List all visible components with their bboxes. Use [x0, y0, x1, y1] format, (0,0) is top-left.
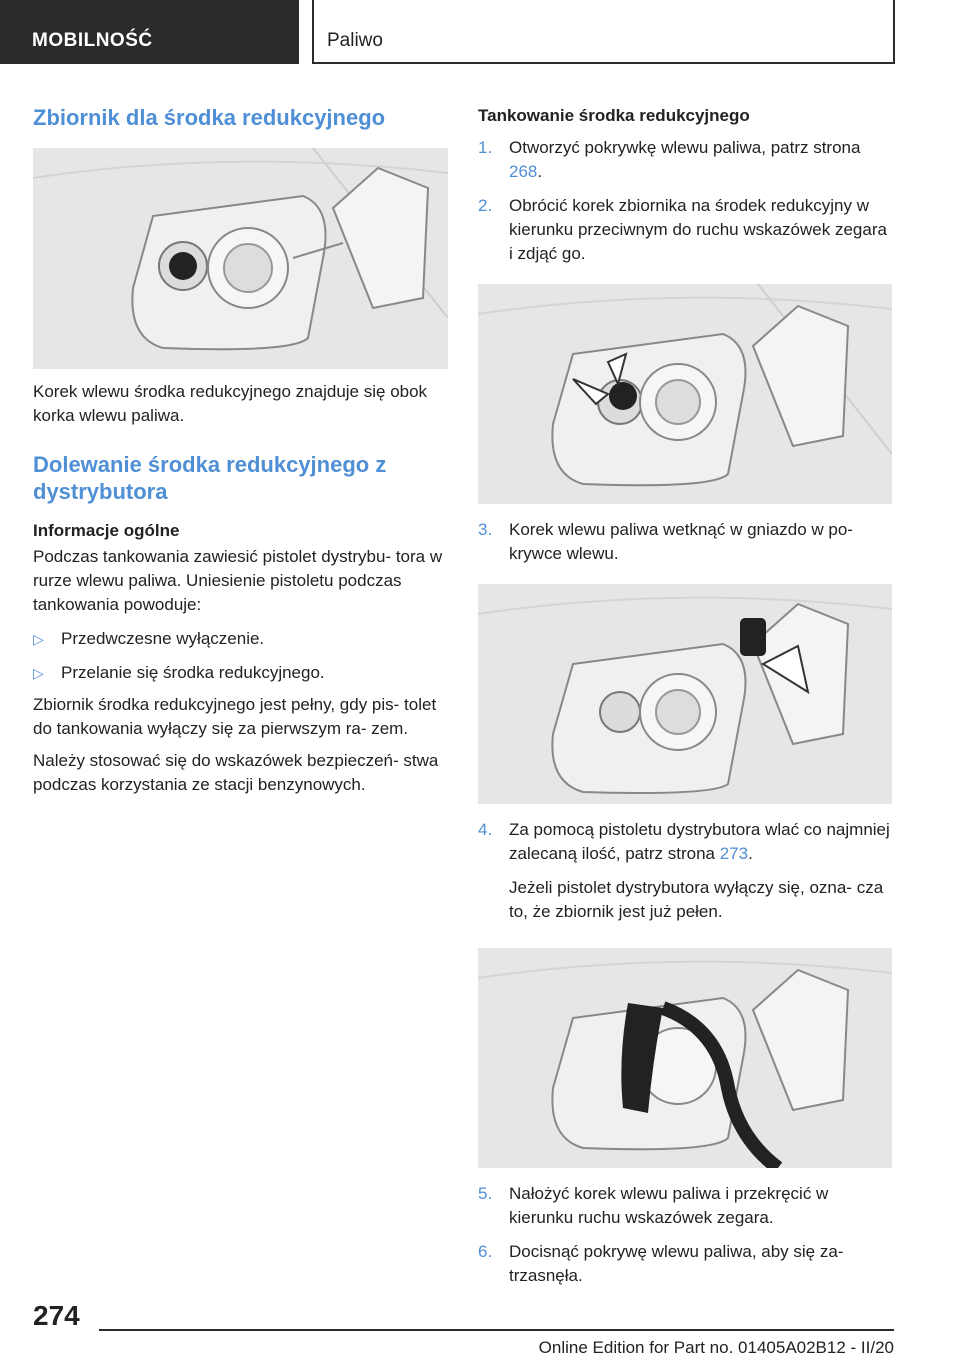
step-item [478, 1240, 892, 1288]
step-number: 6. [478, 1242, 493, 1261]
step-text: Za pomocą pistoletu dystrybutora wlać co najmniej zalecaną ilość, patrz strona 273. [509, 820, 890, 863]
step-item [478, 136, 892, 184]
step-number: 3. [478, 520, 493, 539]
step-text: Obrócić korek zbiornika na środek redukcyjny w kierunku przeciwnym do ruchu wskazówek zegara i zdjąć go. [509, 196, 887, 263]
illustration-stow-cap [478, 584, 892, 804]
bullet-text: Przelanie się środka redukcyjnego. [61, 663, 325, 682]
paragraph-1: Podczas tankowania zawiesić pistolet dystrybu- tora w rurze wlewu paliwa. Uniesienie pistoletu podczas tankowania powoduje: [33, 547, 443, 614]
page-number: 274 [33, 1300, 80, 1331]
page-link[interactable]: 268 [509, 162, 538, 181]
step-text: Docisnąć pokrywę wlewu paliwa, aby się za- trzasnęła. [509, 1242, 844, 1285]
edition-text: Online Edition for Part no. 01405A02B12 - II/20 [538, 1338, 894, 1357]
intro-text: Korek wlewu środka redukcyjnego znajduje się obok korka wlewu paliwa. [33, 382, 428, 425]
left-column [33, 104, 448, 797]
step-item [478, 194, 892, 266]
section-tab: MOBILNOŚĆ [0, 0, 299, 64]
bullet-item [33, 661, 448, 685]
step-number: 4. [478, 820, 493, 839]
paragraph-2: Zbiornik środka redukcyjnego jest pełny, gdy pis- tolet do tankowania wyłączy się za pierwszym ra- zem. [33, 695, 437, 738]
procedure-heading: Tankowanie środka redukcyjnego [478, 106, 750, 125]
step-note: Jeżeli pistolet dystrybutora wyłączy się, ozna- cza to, że zbiornik jest już pełen. [509, 878, 884, 921]
illustration-refill-nozzle [478, 948, 892, 1168]
step-text: Korek wlewu paliwa wetknąć w gniazdo w po- krywce wlewu. [509, 520, 853, 563]
right-column [478, 104, 892, 1288]
section-title: Zbiornik dla środka redukcyjnego [33, 105, 386, 130]
chapter-tab: Paliwo [312, 0, 895, 64]
subheading-general: Informacje ogólne [33, 521, 180, 540]
triangle-bullet-icon: ▷ [33, 631, 44, 647]
step-text: Nałożyć korek wlewu paliwa i przekręcić w kierunku ruchu wskazówek zegara. [509, 1184, 829, 1227]
triangle-bullet-icon: ▷ [33, 665, 44, 681]
step-item [478, 818, 892, 866]
step-text: Otworzyć pokrywkę wlewu paliwa, patrz strona 268. [509, 138, 861, 181]
step-number: 1. [478, 138, 493, 157]
step-item [478, 1182, 892, 1230]
bullet-text: Przedwczesne wyłączenie. [61, 629, 265, 648]
step-item [478, 518, 892, 566]
illustration-unscrew-cap [478, 284, 892, 504]
step-number: 2. [478, 196, 493, 215]
illustration-reductant-filler [33, 148, 448, 369]
page-link[interactable]: 273 [719, 844, 749, 863]
bullet-item [33, 627, 448, 651]
step-number: 5. [478, 1184, 493, 1203]
section-title-2: Dolewanie środka redukcyjnego z dystrybutora [33, 452, 387, 504]
footer-divider [99, 1329, 894, 1331]
paragraph-3: Należy stosować się do wskazówek bezpieczeń- stwa podczas korzystania ze stacji benzynowych. [33, 751, 439, 794]
